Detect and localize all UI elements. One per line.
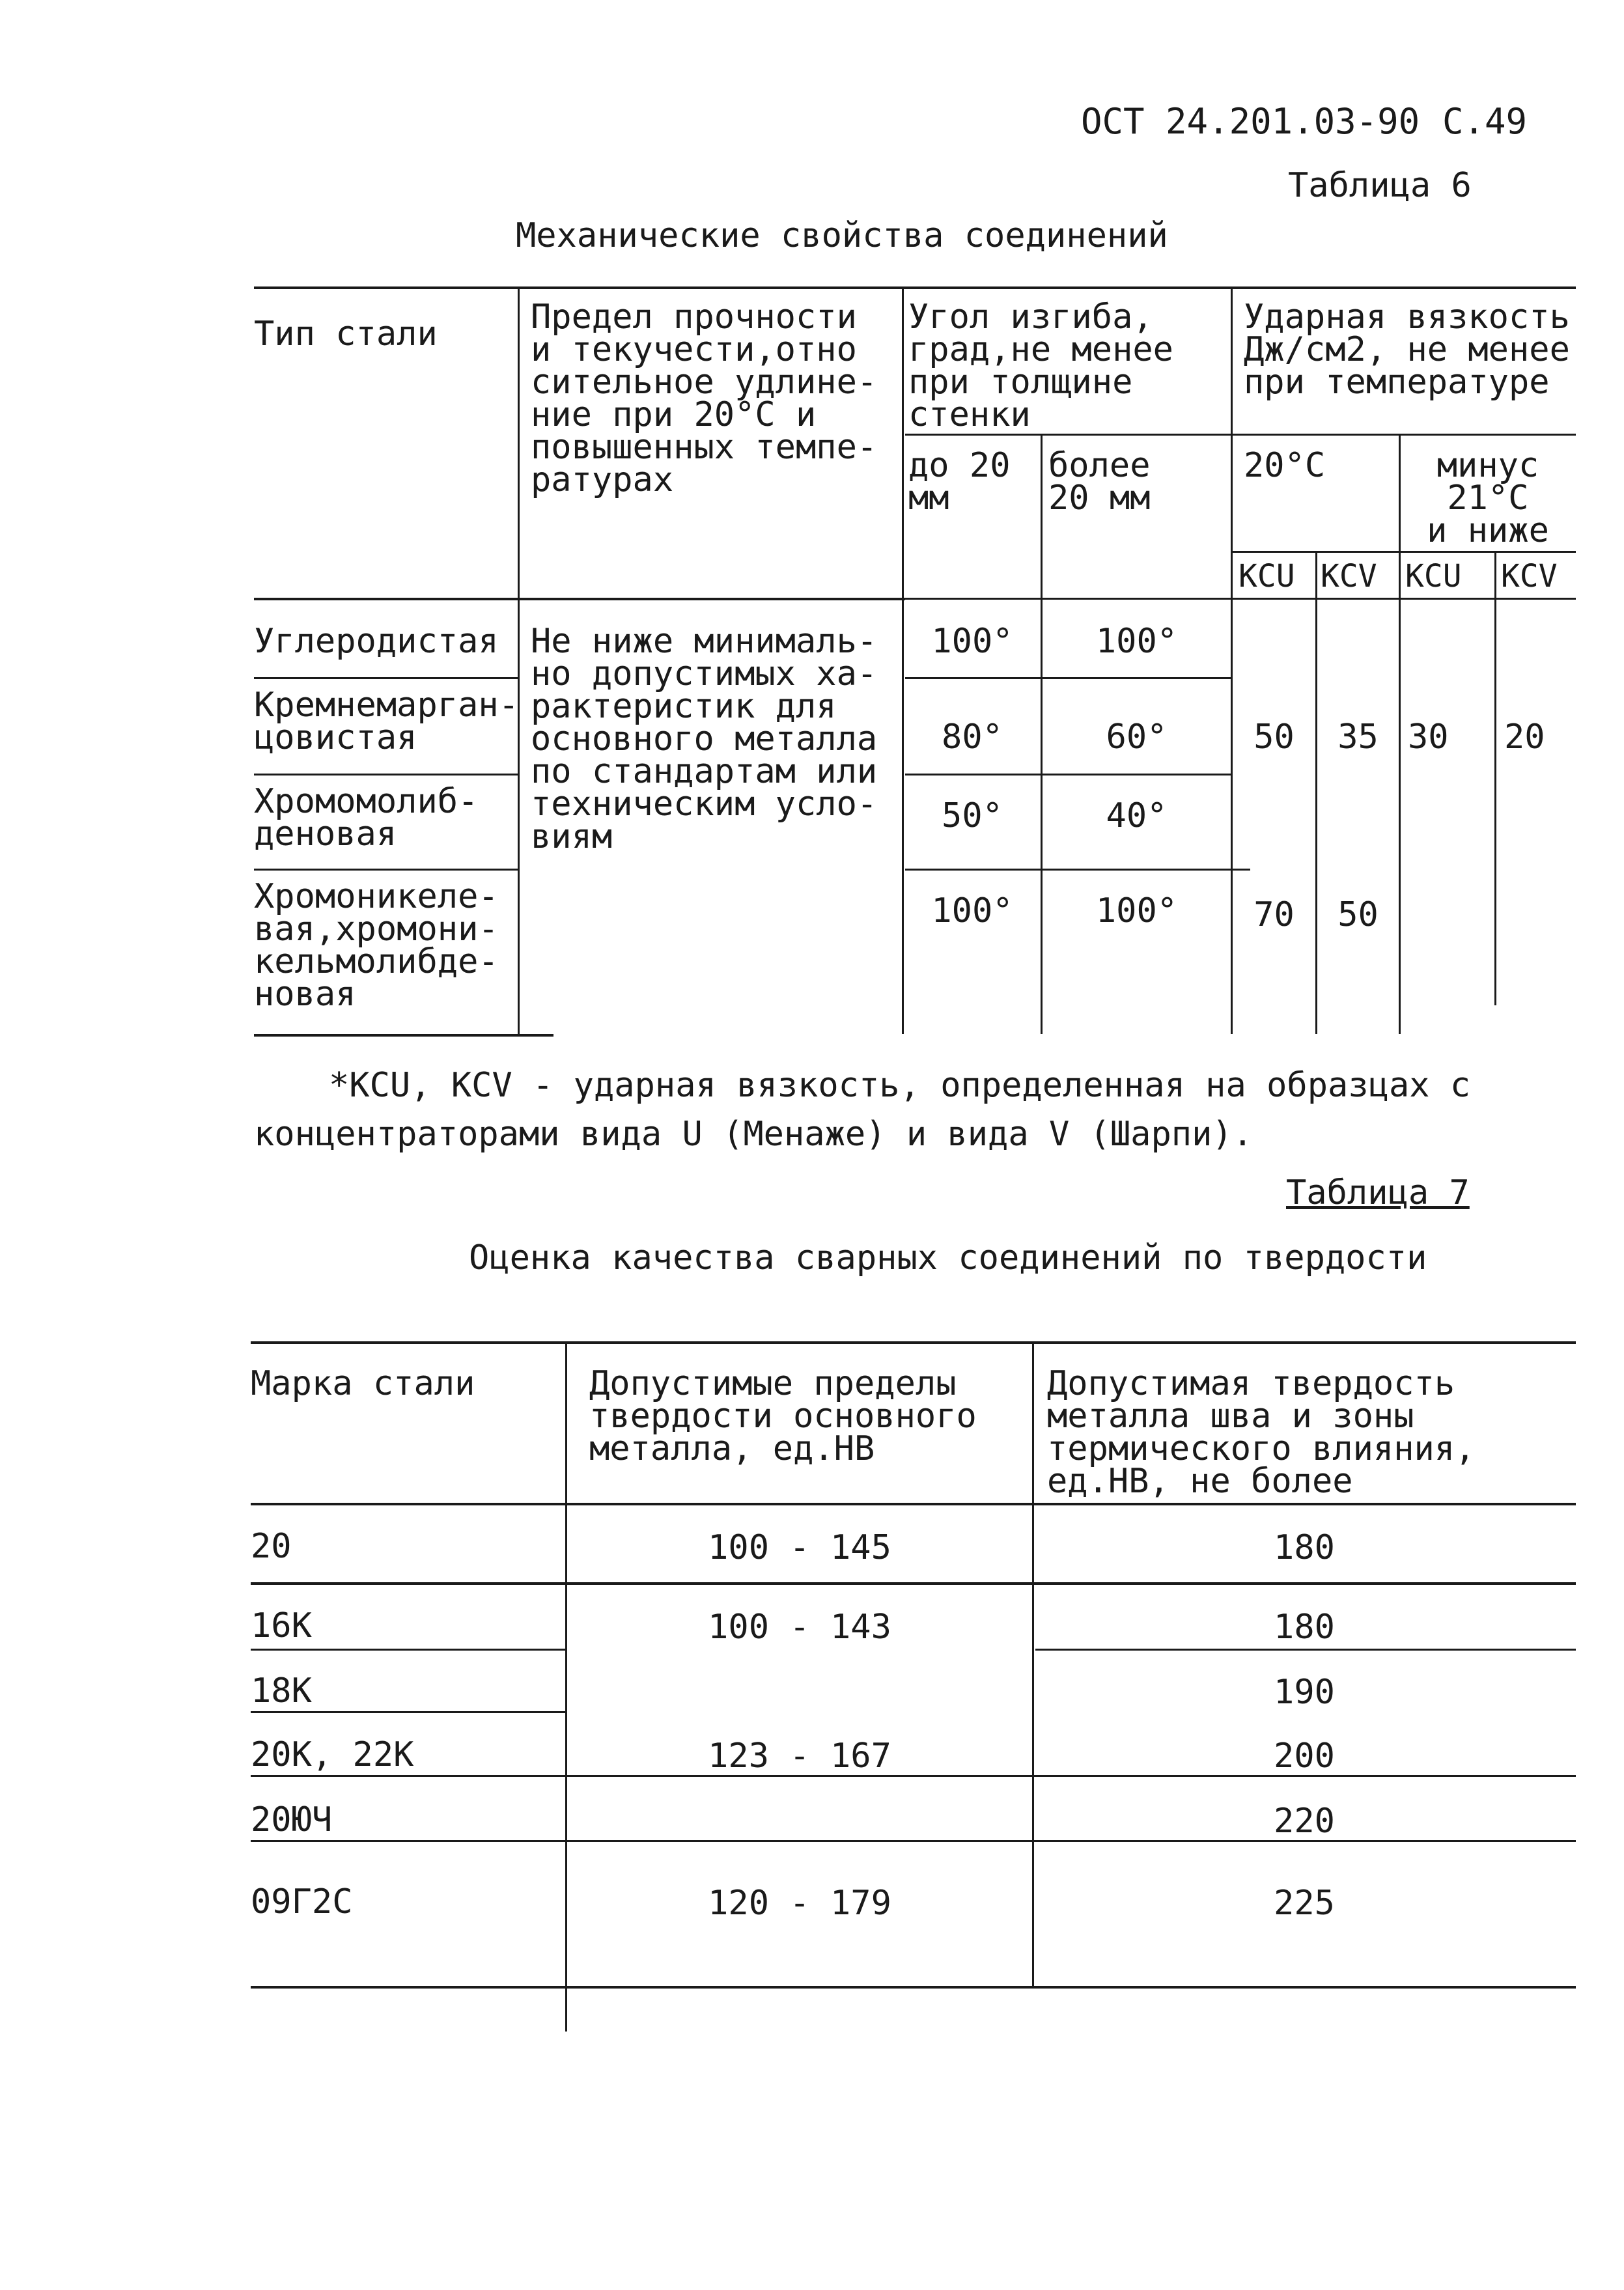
document-code: ОСТ 24.201.03-90 [1081,101,1420,142]
impact-kcu-20-value: 70 [1253,895,1295,934]
strength-note: Не ниже минималь- но допустимых ха- рактеристик для основного металла по стандартам или техническим усло- виям [531,622,878,856]
table7-title: Оценка качества сварных соединений по твердости [469,1238,1427,1278]
base-hardness: 100 - 145 [708,1528,891,1567]
impact-kcv-minus21-value: 20 [1504,718,1545,757]
header-weld-hardness: Допустимая твердость металла шва и зоны термического влияния, ед.НВ, не более [1047,1364,1476,1501]
weld-hardness: 225 [1274,1884,1335,1923]
header-kcv-minus21: КСV [1501,558,1558,594]
table6-title: Механические свойства соединений [516,216,1168,255]
header-grade: Марка стали [251,1364,475,1403]
header-strength: Предел прочности и текучести,отно сительное удлине- ние при 20°С и повышенных темпе- ратурах [531,298,878,499]
table7-label: Таблица 7 [1286,1173,1470,1212]
header-impact-minus21: минус 21°С и ниже [1427,446,1549,550]
weld-hardness: 180 [1274,1528,1335,1567]
base-hardness: 100 - 143 [708,1608,891,1647]
page-number: С.49 [1442,101,1528,142]
impact-kcu-minus21-value: 30 [1408,718,1449,757]
table6-label: Таблица 6 [1288,166,1472,205]
steel-grade: 20ЮЧ [251,1800,333,1839]
header-bend-upto20: до 20 мм [908,446,1011,518]
steel-type-cell: Хромоникеле- вая,хромони- кельмолибде- новая [254,877,499,1014]
steel-grade: 18К [251,1671,312,1711]
bend-upto20-value: 80° [942,718,1003,757]
impact-kcv-20-value: 35 [1337,718,1379,757]
bend-upto20-value: 100° [931,891,1013,930]
base-hardness: 120 - 179 [708,1884,891,1923]
header-steel-type: Тип стали [254,314,438,354]
steel-grade: 20К, 22К [251,1735,414,1774]
header-impact: Ударная вязкость Дж/см2, не менее при температуре [1244,298,1570,402]
steel-grade: 09Г2С [251,1882,353,1921]
weld-hardness: 180 [1274,1608,1335,1647]
header-kcu-20: КСU [1239,558,1295,594]
impact-kcv-20-value: 50 [1337,895,1379,934]
header-bend-over20: более 20 мм [1048,446,1151,518]
bend-over20-value: 100° [1095,622,1178,661]
header-kcv-20: КСV [1321,558,1377,594]
weld-hardness: 220 [1274,1802,1335,1841]
bend-over20-value: 100° [1095,891,1178,930]
steel-type-cell: Хромомолиб- деновая [254,782,479,854]
header-impact-20c: 20°С [1244,446,1326,485]
weld-hardness: 200 [1274,1737,1335,1776]
bend-over20-value: 60° [1106,718,1168,757]
base-hardness: 123 - 167 [708,1737,891,1776]
header-kcu-minus21: КСU [1405,558,1462,594]
header-base-hardness: Допустимые пределы твердости основного металла, ед.НВ [589,1364,977,1468]
bend-upto20-value: 50° [942,796,1003,835]
footnote-line2: концентраторами вида U (Менаже) и вида V (Шарпи). [254,1115,1253,1154]
steel-type-cell: Кремнемарган- цовистая [254,686,519,757]
header-bend-angle: Угол изгиба, град,не менее при толщине стенки [908,298,1173,434]
impact-kcu-20-value: 50 [1253,718,1295,757]
steel-grade: 16К [251,1606,312,1645]
steel-type-cell: Углеродистая [254,622,499,661]
footnote-line1: *КСU, КСV - ударная вязкость, определенная на образцах с [329,1066,1471,1105]
weld-hardness: 190 [1274,1673,1335,1712]
steel-grade: 20 [251,1527,292,1566]
bend-over20-value: 40° [1106,796,1168,835]
bend-upto20-value: 100° [931,622,1013,661]
